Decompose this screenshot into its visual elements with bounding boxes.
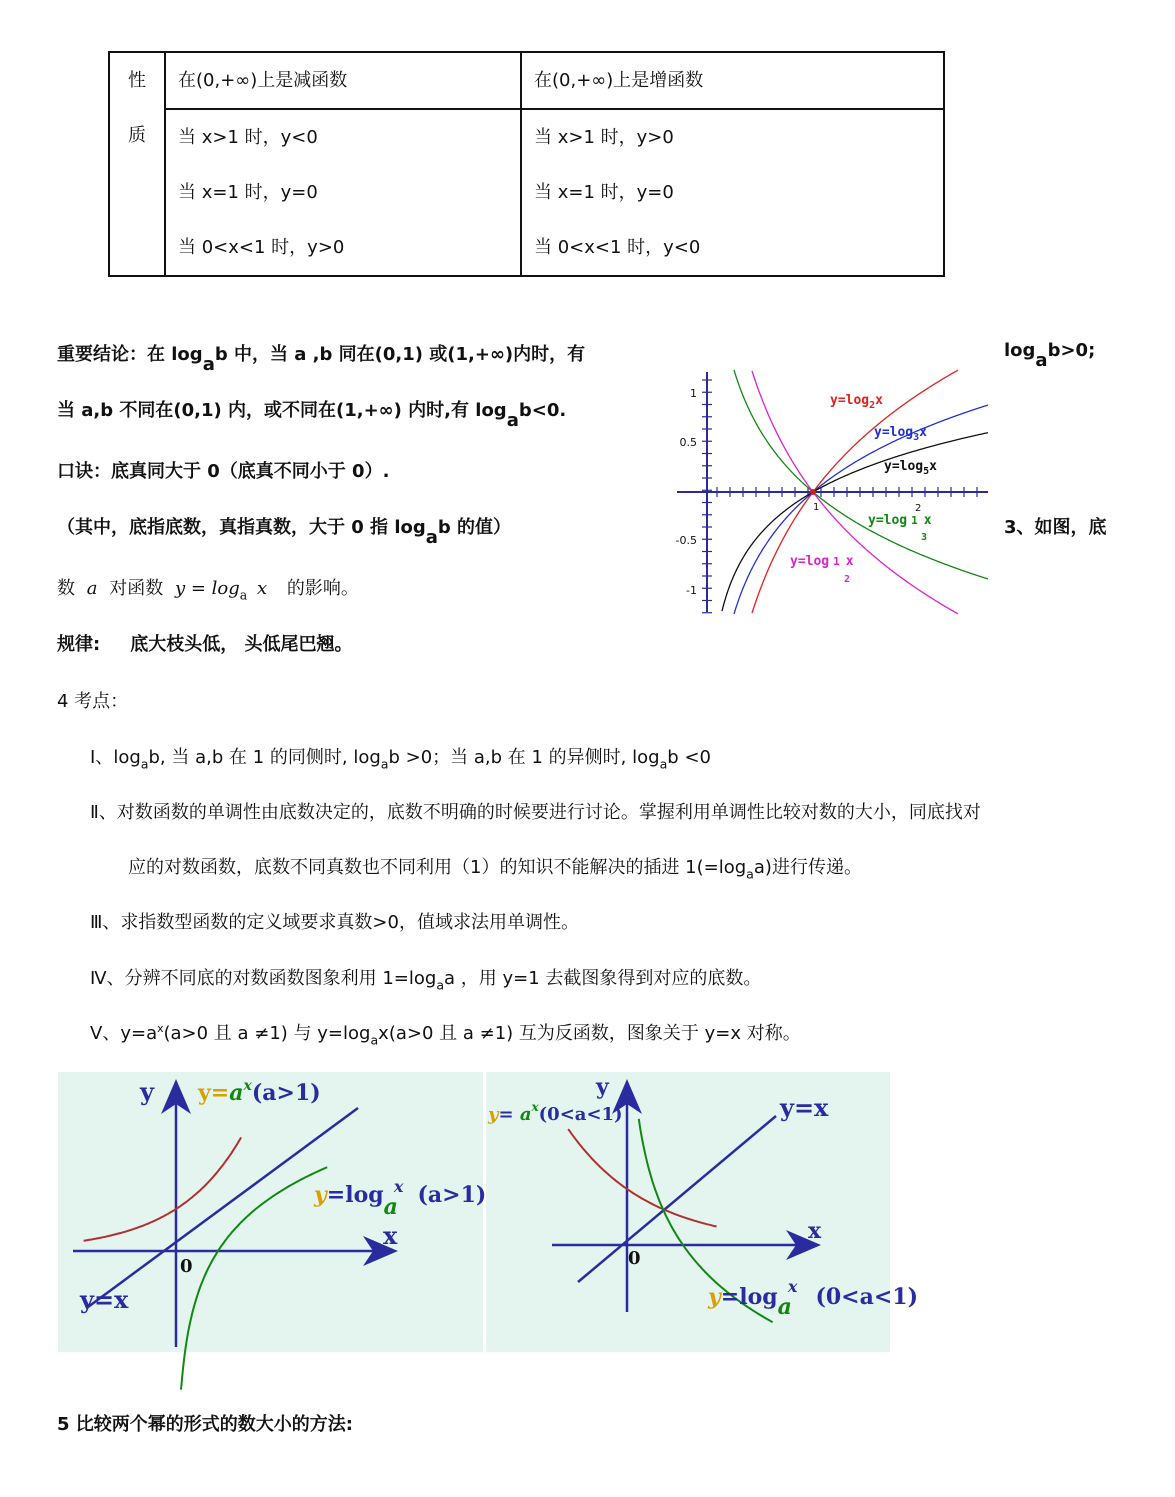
y-tick-label: 1 bbox=[690, 387, 697, 400]
label-log-one-third: y=log 1 x bbox=[868, 513, 932, 528]
conclusion-note: （其中，底指底数，真指真数，大于 0 指 $\log_ab$ 的值） bbox=[57, 517, 512, 548]
y-tick-label: -1 bbox=[686, 584, 697, 597]
increasing-text: 在(0,+∞)上是增函数 bbox=[534, 70, 704, 91]
label-log3: $y=\log_3x$ bbox=[874, 425, 927, 443]
base-effect-line: 数 a 对函数 $y = \log_a x$ 的影响。 bbox=[57, 578, 359, 603]
y-tick-label: -0.5 bbox=[675, 534, 697, 547]
x-axis-label: x bbox=[808, 1218, 822, 1244]
property-label-char: 性 bbox=[128, 70, 146, 91]
label-log-one-third-den: 3 bbox=[921, 532, 928, 543]
table-cell bbox=[521, 52, 944, 109]
y-axis-label: y bbox=[596, 1074, 609, 1100]
decreasing-text: 在(0,+∞)上是减函数 bbox=[178, 70, 348, 91]
y-equals-x-label: y=x bbox=[80, 1285, 129, 1314]
conclusion-line-2: 当 a,b 不同在(0,1) 内，或不同在(1,+∞) 内时,有 $\log_ab<0$. bbox=[57, 400, 567, 431]
line-y-equals-x bbox=[578, 1116, 776, 1282]
y-tick-label: 0.5 bbox=[679, 436, 697, 449]
kaodian-item-5: Ⅴ、$y=a^x(a>0$ 且 a ≠1) 与 $y=\log_ax(a>0$ 且 a ≠1) 互为反函数，图象关于 y=x 对称。 bbox=[90, 1022, 801, 1048]
log-label: y=logax (a>1) bbox=[314, 1177, 487, 1220]
graph-a-between-0-and-1-svg bbox=[486, 1072, 919, 1352]
properties-table bbox=[108, 51, 945, 277]
x-tick-label: 2 bbox=[915, 503, 922, 514]
log-curve bbox=[181, 1167, 327, 1390]
y-axis-label: y bbox=[140, 1077, 154, 1106]
exp-label: $y= a^x(0<a<1)$ bbox=[488, 1100, 623, 1125]
axes bbox=[677, 372, 988, 613]
origin-label: 0 bbox=[180, 1256, 193, 1277]
table-line: 当 0<x<1 时，y<0 bbox=[534, 237, 701, 258]
exp-curve bbox=[84, 1137, 242, 1240]
mnemonic-line: 口诀：底真同大于 0（底真不同小于 0）. bbox=[57, 461, 390, 482]
table-line: 当 x>1 时，y<0 bbox=[178, 127, 318, 148]
graph-a-greater-than-1-svg bbox=[58, 1072, 487, 1352]
table-line: 当 x>1 时，y>0 bbox=[534, 127, 674, 148]
graph-a-greater-than-1 bbox=[58, 1072, 487, 1352]
common-point bbox=[810, 489, 816, 495]
label-log-one-half-den: 2 bbox=[844, 574, 851, 585]
table-line: 当 x=1 时，y=0 bbox=[534, 182, 674, 203]
log-functions-chart bbox=[672, 370, 992, 614]
x-tick-label: 1 bbox=[813, 502, 820, 513]
label-log2: $y=\log_2x$ bbox=[830, 393, 883, 411]
kaodian-item-2: Ⅱ、对数函数的单调性由底数决定的，底数不明确的时候要进行讨论。掌握利用单调性比较对数的大小，同底找对 bbox=[90, 802, 981, 823]
graph-a-between-0-and-1 bbox=[486, 1072, 919, 1352]
section-5-heading: 5 比较两个幂的形式的数大小的方法: bbox=[57, 1414, 353, 1435]
kaodian-item-2-cont: 应的对数函数，底数不同真数也不同利用（1）的知识不能解决的插进 $1(=\log_aa)$进行传递。 bbox=[128, 857, 862, 882]
table-line: 当 0<x<1 时，y>0 bbox=[178, 237, 345, 258]
kaodian-item-4: Ⅳ、分辨不同底的对数函数图象利用 $1=\log_aa$ ，用 y=1 去截图象得到对应的底数。 bbox=[90, 968, 762, 993]
property-label-char: 质 bbox=[128, 125, 146, 146]
conclusion-line-1: 重要结论：在 $\log_ab$ 中，当 a ,b 同在(0,1) 或(1,+∞)内时，有 bbox=[57, 344, 586, 375]
exp-label: $y=a^x(a>1)$ bbox=[198, 1078, 321, 1106]
kaodian-title: 4 考点： bbox=[57, 691, 129, 712]
kaodian-item-3: Ⅲ、求指数型函数的定义域要求真数>0，值域求法用单调性。 bbox=[90, 912, 579, 933]
table-cell bbox=[165, 109, 521, 276]
rule-line: 规律: 底大枝头低， 头低尾巴翘。 bbox=[57, 634, 353, 655]
table-line: 当 x=1 时，y=0 bbox=[178, 182, 318, 203]
property-label-cell bbox=[109, 52, 165, 276]
label-log-one-half: y=log 1 x bbox=[790, 554, 854, 569]
table-cell bbox=[521, 109, 944, 276]
figure-reference: 3、如图，底 bbox=[1004, 517, 1107, 538]
curve-log3 bbox=[734, 405, 988, 614]
origin-label: 0 bbox=[628, 1248, 641, 1269]
kaodian-item-1: Ⅰ、$\log_ab$, 当 a,b 在 1 的同侧时, $\log_ab >0$；当 a,b 在 1 的异侧时, $\log_ab <0$ bbox=[90, 747, 711, 772]
label-log5: $y=\log_5x$ bbox=[884, 459, 937, 477]
y-equals-x-label: y=x bbox=[780, 1093, 829, 1122]
log-label: y=logax (0<a<1) bbox=[708, 1277, 919, 1320]
x-axis-label: x bbox=[383, 1221, 398, 1250]
conclusion-line-1-right: $\log_ab>0$; bbox=[1004, 340, 1096, 371]
table-cell bbox=[165, 52, 521, 109]
